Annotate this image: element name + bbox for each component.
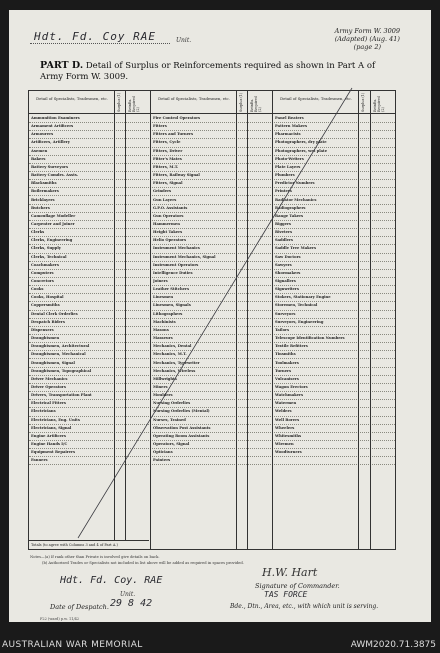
specialist-name-cell: Fitter's Mates bbox=[153, 156, 182, 161]
specialist-name-cell: Saddlers bbox=[275, 238, 293, 243]
specialist-name-cell: Machinists bbox=[153, 319, 176, 324]
specialist-name-cell: Radiator Mechanics bbox=[275, 197, 317, 202]
specialist-name-cell: Clerks, Supply bbox=[31, 246, 61, 251]
specialist-name-cell: Saddle Tree Makers bbox=[275, 246, 317, 251]
specialist-name-cell: Photographers, wet plate bbox=[275, 148, 328, 153]
notes bbox=[30, 554, 244, 566]
specialist-name-cell: Turners bbox=[275, 368, 292, 373]
signature-label: Signature of Commander. bbox=[255, 582, 340, 590]
specialist-name-cell: Opticians bbox=[153, 450, 173, 455]
specialist-name-cell: Vulcanisers bbox=[275, 376, 299, 381]
specialist-name-cell: Shoemakers bbox=[275, 270, 301, 275]
header-surplus-2: Surplus (1) bbox=[239, 92, 243, 112]
specialist-name-cell: Masseurs bbox=[153, 336, 173, 341]
specialist-name-cell: Lithographers bbox=[153, 311, 183, 316]
caption-accession-number: AWM2020.71.3875 bbox=[350, 640, 436, 650]
specialist-name-cell: Masons bbox=[153, 327, 169, 332]
specialist-name-cell: Armament Artificers bbox=[31, 124, 74, 129]
specialist-name-cell: Blacksmiths bbox=[31, 181, 57, 186]
header-specialist-2: Detail of Specialists, Tradesmen, etc. bbox=[158, 96, 230, 101]
specialist-name-cell: Instrument Operators bbox=[153, 262, 199, 267]
bde-label: Bde., Dtn., Area, etc., with which unit is serving. bbox=[230, 603, 379, 610]
specialist-name-cell: Electricians, Signal bbox=[31, 425, 72, 430]
specialist-name-cell: G.P.O. Assistants bbox=[153, 205, 188, 210]
specialist-name-cell: Battery Comdrs. Assts. bbox=[31, 173, 79, 178]
header-surplus-1: Surplus (1) bbox=[117, 92, 121, 112]
footer-unit-label: Unit. bbox=[120, 591, 136, 598]
specialist-name-cell: Surveyors, Engineering bbox=[275, 319, 324, 324]
specialist-name-cell: Hammermen bbox=[153, 221, 180, 226]
specialist-name-cell: Wheelers bbox=[275, 425, 295, 430]
specialist-name-cell: Electricians bbox=[31, 409, 56, 414]
part-title-text: Detail of Surplus or Reinforcements required as shown in Part A of Army Form W. 3009. bbox=[40, 61, 376, 82]
specialist-name-cell: Electrical Fitters bbox=[31, 401, 66, 406]
specialist-name-cell: Saw Doctors bbox=[275, 254, 301, 259]
specialist-name-cell: Watermen bbox=[275, 401, 297, 406]
specialist-name-cell: Toolmakers bbox=[275, 360, 299, 365]
specialist-name-cell: Textile Refitters bbox=[275, 344, 308, 349]
specialist-name-cell: Fitters and Turners bbox=[153, 132, 194, 137]
specialist-name-cell: Mechanics, Dental bbox=[153, 344, 192, 349]
specialist-name-cell: Dispensers bbox=[31, 327, 54, 332]
specialist-name-cell: Nurses, Trained bbox=[153, 417, 186, 422]
specialist-name-cell: Fanners bbox=[31, 458, 48, 463]
specialist-name-cell: Electricians, Eng. Units bbox=[31, 417, 80, 422]
specialist-name-cell: Dental Clerk Orderlies bbox=[31, 311, 78, 316]
unit-handwritten: Hdt. Fd. Coy RAE bbox=[34, 30, 156, 43]
specialist-name-cell: Engine Hands I/C bbox=[31, 442, 68, 446]
unit-label: Unit. bbox=[176, 37, 192, 44]
specialist-name-cell: Moulders bbox=[153, 393, 173, 398]
specialist-name-cell: Cooks bbox=[31, 287, 44, 292]
specialist-name-cell: Photo-Writers bbox=[275, 156, 304, 161]
specialist-name-cell: Plate Layers bbox=[275, 164, 301, 169]
specialist-name-cell: Stokers, Stationary Engine bbox=[275, 295, 331, 300]
diagonal-cross-line bbox=[78, 88, 352, 538]
specialist-name-cell: Operating Room Assistants bbox=[153, 433, 210, 438]
specialist-name-cell: Height Takers bbox=[153, 230, 183, 235]
specialist-name-cell: Predictor Numbers bbox=[275, 181, 315, 186]
specialist-name-cell: Riveters bbox=[275, 230, 293, 235]
specialist-name-cell: Wiremen bbox=[275, 442, 294, 446]
specialist-name-cell: Draughtsmen, Architectural bbox=[31, 344, 90, 349]
specialist-name-cell: Mechanics, Wireless bbox=[153, 368, 196, 373]
header-required-2: Reinfts. Required (2) bbox=[250, 96, 262, 112]
specialist-name-cell: Engine Artificers bbox=[31, 433, 66, 438]
specialist-name-cell: Intelligence Duties bbox=[153, 270, 193, 275]
specialist-name-cell: Grinders bbox=[153, 189, 172, 194]
specialist-name-cell: Fitters, Signal bbox=[153, 181, 183, 186]
commander-signature: H.W. Hart bbox=[262, 566, 318, 579]
specialist-name-cell: Draughtsmen bbox=[31, 336, 60, 341]
header-specialist-3: Detail of Specialists, Tradesmen, etc. bbox=[280, 96, 352, 101]
specialist-name-cell: Computers bbox=[31, 270, 54, 275]
specialist-name-cell: Pattern Makers bbox=[275, 124, 308, 129]
specialist-name-cell: Observation Post Assistants bbox=[153, 425, 211, 430]
print-code: F22 (ward) p.w. 11/42 bbox=[40, 617, 80, 621]
specialist-name-cell: Butchers bbox=[31, 205, 50, 210]
form-ref-line: (Adapted) (Aug. 41) bbox=[334, 35, 400, 43]
specialist-name-cell: Storemen, Technical bbox=[275, 303, 318, 308]
specialist-name-cell: Well Borers bbox=[275, 417, 300, 422]
specialist-name-cell: Equipment Repairers bbox=[31, 450, 76, 455]
specialist-name-cell: Plumbers bbox=[275, 173, 295, 178]
specialist-name-cell: Leather Stitchers bbox=[153, 287, 190, 292]
specialist-name-cell: Linesmen bbox=[153, 295, 174, 300]
header-specialist-1: Detail of Specialists, Tradesmen, etc. bbox=[36, 96, 108, 101]
specialist-name-cell: Joiners bbox=[153, 279, 168, 283]
caption-institution: AUSTRALIAN WAR MEMORIAL bbox=[2, 640, 143, 650]
specialist-name-cell: Draughtsmen, Mechanical bbox=[31, 352, 86, 357]
specialist-name-cell: Whitesmiths bbox=[275, 433, 302, 438]
specialist-name-cell: Boilermakers bbox=[31, 189, 59, 194]
specialist-name-cell: Instrument Mechanics, Signal bbox=[153, 254, 216, 259]
specialist-name-cell: Painters bbox=[153, 458, 171, 463]
specialist-name-cell: Mechanics, M.T. bbox=[153, 352, 187, 357]
specialist-name-cell: Battery Surveyors bbox=[31, 164, 69, 169]
specialist-name-cell: Gun Layers bbox=[153, 197, 177, 202]
specialist-name-cell: Tinsmiths bbox=[275, 352, 296, 357]
specialist-name-cell: Driver Operators bbox=[31, 384, 66, 389]
form-ref-line: Army Form W. 3009 bbox=[334, 27, 400, 35]
specialist-name-cell: Armourers bbox=[31, 132, 54, 137]
specialist-name-cell: Bakers bbox=[31, 156, 46, 161]
specialist-name-cell: Carpenter and Joiner bbox=[31, 221, 75, 226]
specialist-name-cell: Welders bbox=[275, 409, 292, 414]
header-required-3: Reinfts. Required (2) bbox=[373, 96, 385, 112]
specialist-name-cell: Driver Mechanics bbox=[31, 376, 68, 381]
specialist-name-cell: Clerks, Technical bbox=[31, 254, 67, 259]
specialist-name-cell: Nursing Orderlies bbox=[153, 401, 191, 406]
footer-unit-handwritten: Hdt. Fd. Coy. RAE bbox=[60, 575, 163, 586]
specialist-name-cell: Draughtsmen, Topographical bbox=[31, 368, 92, 373]
date-value: 29 8 42 bbox=[110, 598, 153, 609]
specialist-name-cell: Axemen bbox=[31, 148, 48, 153]
specialist-name-cell: Nursing Orderlies (Mental) bbox=[153, 409, 210, 414]
specialist-name-cell: Fitters, Cycle bbox=[153, 140, 181, 145]
specialist-name-cell: Miners bbox=[153, 384, 168, 389]
specialist-name-cell: Signwriters bbox=[275, 287, 299, 292]
specialist-name-cell: Range Takers bbox=[275, 213, 304, 218]
part-title-bold: PART D. bbox=[40, 60, 84, 71]
specialist-name-cell: Coachmakers bbox=[31, 262, 59, 267]
specialist-name-cell: Fitters, M.T. bbox=[153, 164, 179, 169]
specialist-name-cell: Wagon Erectors bbox=[275, 384, 308, 389]
specialist-name-cell: Clerks, Engineering bbox=[31, 238, 73, 243]
specialist-name-cell: Photographers, dry plate bbox=[275, 140, 327, 145]
specialist-name-cell: Linesmen, Signals bbox=[153, 303, 191, 308]
specialist-name-cell: Gun Operators bbox=[153, 213, 184, 218]
specialist-name-cell: Sawyers bbox=[275, 262, 292, 267]
specialist-name-cell: Cooks, Hospital bbox=[31, 295, 64, 300]
note-a: Notes—(a) If rank other than Private is involved give details on back. bbox=[30, 555, 160, 559]
specialist-name-cell: Watchmakers bbox=[275, 393, 304, 398]
specialist-name-cell: Camouflage Modeller bbox=[31, 213, 76, 218]
specialist-name-cell: Ammunition Examiners bbox=[31, 116, 80, 120]
specialist-name-cell: Panel Beaters bbox=[275, 116, 304, 120]
date-label: Date of Despatch. bbox=[50, 603, 109, 611]
specialist-name-cell: Coppersmiths bbox=[31, 303, 60, 308]
specialist-name-cell: Mechanics, Typewriter bbox=[153, 360, 200, 365]
specialist-name-cell: Signallers bbox=[275, 279, 296, 283]
specialist-name-cell: Concretors bbox=[31, 279, 54, 283]
specialist-name-cell: Printers bbox=[275, 189, 292, 194]
header-surplus-3: Surplus (1) bbox=[361, 92, 365, 112]
specialist-name-cell: Operators, Signal bbox=[153, 442, 190, 446]
specialist-name-cell: Fitters, Railway Signal bbox=[153, 173, 200, 178]
specialist-name-cell: Riggers bbox=[275, 221, 291, 226]
specialist-name-cell: Tailors bbox=[275, 327, 290, 332]
specialist-name-cell: Bricklayers bbox=[31, 197, 55, 202]
specialist-name-cell: Surveyors bbox=[275, 311, 296, 316]
specialist-name-cell: Helio Operators bbox=[153, 238, 187, 243]
specialist-name-cell: Clerks bbox=[31, 230, 45, 235]
totals-label: Totals (to agree with Columns 3 and 4 of Part A.) bbox=[29, 540, 149, 549]
note-b: (b) Authorised Trades or Specialists not included in list above will be added as required in spaces provided. bbox=[42, 561, 244, 565]
header-required-1: Reinfts. Required (2) bbox=[128, 96, 140, 112]
form-ref-line: (page 2) bbox=[353, 43, 381, 51]
specialist-name-cell: Despatch Riders bbox=[31, 319, 65, 324]
specialist-name-cell: Fitters, Driver bbox=[153, 148, 183, 153]
specialist-name-cell: Drivers, Transportation Plant bbox=[31, 393, 92, 398]
specialist-name-cell: Radiographers bbox=[275, 205, 306, 210]
specialist-name-cell: Artificers, Artillery bbox=[31, 140, 70, 145]
specialist-name-cell: Fire Control Operators bbox=[153, 116, 201, 120]
specialist-name-cell: Draughtsmen, Signal bbox=[31, 360, 75, 365]
force-handwritten: TAS FORCE bbox=[264, 590, 308, 599]
specialist-name-cell: Pharmacists bbox=[275, 132, 301, 137]
specialist-name-cell: Fitters bbox=[153, 124, 167, 129]
specialist-name-cell: Instrument Mechanics bbox=[153, 246, 200, 251]
specialist-name-cell: Woodturners bbox=[275, 450, 302, 455]
specialist-name-cell: Millwrights bbox=[153, 376, 177, 381]
specialist-name-cell: Telescope Identification Numbers bbox=[275, 336, 345, 341]
